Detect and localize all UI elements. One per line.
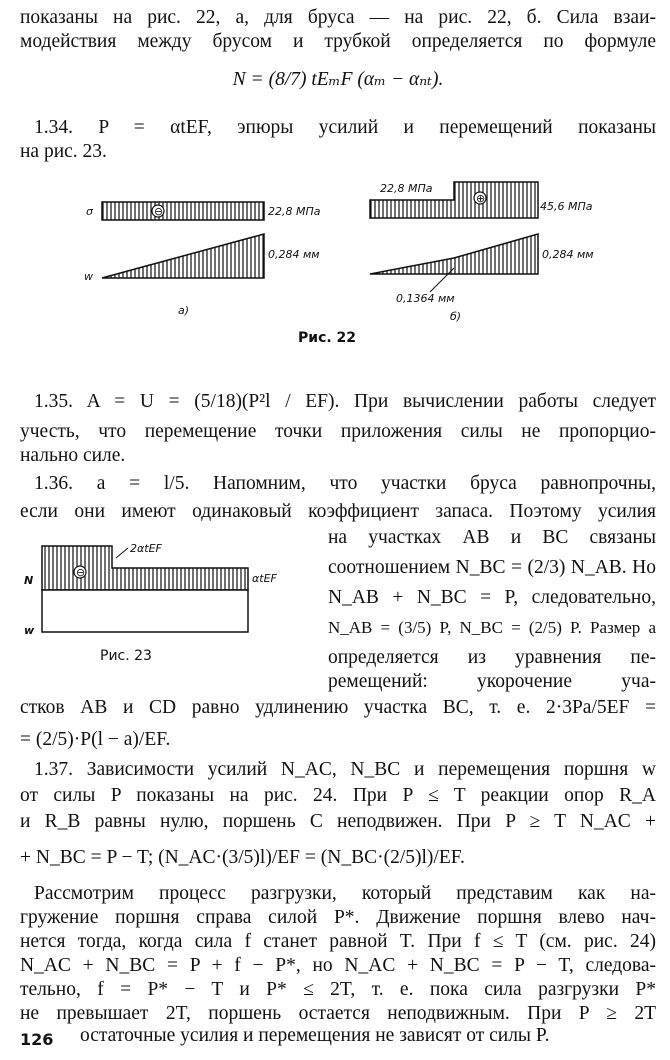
fig23-top-label: 2αtEF: [130, 542, 162, 555]
text-line-16: Рассмотрим процесс разгрузки, который представим как на-: [34, 883, 656, 904]
fig22-a-label: а): [178, 304, 190, 317]
minus-sign: ⊖: [154, 205, 164, 218]
text-line-13: от силы P показаны на рис. 24. При P ≤ T реакции опор R_A: [20, 785, 656, 806]
fig23-right-label: αtEF: [252, 572, 277, 585]
text-line-20: тельно, f = P* − T и P* ≤ 2T, т. е. пока сила разгрузки P*: [20, 979, 656, 1000]
text-line-19: N_AC + N_BC = P + f − P*, но N_AC + N_BC = P − T, следова-: [20, 955, 656, 976]
text-line-r5: определяется из уравнения пе-: [328, 647, 656, 668]
fig23-N-label: N: [24, 574, 34, 587]
text-line-1: показаны на рис. 22, а, для бруса — на рис. 22, б. Сила взаи-: [20, 7, 656, 28]
page-number: 126: [20, 1030, 54, 1049]
fig22-a-displacement-epure: [84, 234, 320, 317]
fig23-minus: ⊖: [76, 566, 86, 579]
text-line-4: на рис. 23.: [20, 141, 107, 162]
text-line-r4: N_AB = (3/5) P, N_BC = (2/5) P. Размер a: [328, 618, 656, 637]
fig22-a-stress-epure: [86, 202, 321, 220]
fig23-w-label: w: [24, 624, 35, 637]
a-stress-label: 22,8 МПа: [268, 205, 321, 218]
text-line-7: нально силе.: [20, 445, 126, 466]
text-line-22: остаточные усилия и перемещения не зависят от силы P.: [80, 1025, 550, 1046]
b-disp-mid-label: 0,1364 мм: [396, 292, 455, 305]
w-label-a: w: [84, 270, 93, 283]
b-stress-right-label: 45,6 МПа: [540, 200, 593, 213]
text-line-18: нется тогда, когда сила f станет равной T. При f ≤ T (см. рис. 24): [20, 931, 656, 952]
fig22-b-label: б): [450, 310, 462, 323]
text-line-14: и R_B равны нулю, поршень C неподвижен. При P ≥ T N_AC +: [20, 811, 656, 832]
text-line-2: модействия между брусом и трубкой определяется по формуле: [20, 31, 656, 52]
text-line-r6: ремещений: укорочение уча-: [328, 671, 656, 692]
text-line-8: 1.36. a = l/5. Напомним, что участки бруса равнопрочны,: [34, 473, 656, 494]
figure-22: [70, 168, 630, 348]
figure-23: [20, 536, 320, 646]
formula-N: N = (8/7) tEₘF (αₘ − αₙₜ).: [232, 69, 444, 90]
text-line-10: стков AB и CD равно удлинению участка BC, т. е. 2·3Pa/5EF =: [20, 697, 656, 718]
text-line-r2: соотношением N_BC = (2/3) N_AB. Но: [328, 557, 656, 578]
text-line-11: = (2/5)·P(l − a)/EF.: [20, 729, 171, 750]
text-line-r1: на участках AB и BC связаны: [328, 527, 656, 548]
text-line-3: 1.34. P = αtEF, эпюры усилий и перемещений показаны: [34, 117, 656, 138]
a-disp-label: 0,284 мм: [268, 248, 320, 261]
text-line-9: если они имеют одинаковый коэффициент запаса. Поэтому усилия: [20, 501, 656, 522]
text-line-17: гружение поршня справа силой P*. Движение поршня влево нач-: [20, 907, 656, 928]
plus-sign: ⊕: [476, 192, 486, 205]
fig22-b-stress-epure: [370, 182, 593, 218]
text-line-6: учесть, что перемещение точки приложения силы не пропорцио-: [20, 421, 656, 442]
text-line-5: 1.35. A = U = (5/18)(P²l / EF). При вычислении работы следует: [34, 391, 656, 412]
b-stress-left-label: 22,8 МПа: [380, 182, 433, 195]
figure-23-caption: Рис. 23: [100, 648, 152, 664]
fig22-b-displacement-epure: [370, 234, 594, 323]
b-disp-right-label: 0,284 мм: [542, 248, 594, 261]
text-line-21: не превышает 2T, поршень остается неподвижным. При P ≥ 2T: [20, 1003, 656, 1024]
sigma-label-a: σ: [86, 205, 93, 218]
text-line-r3: N_AB + N_BC = P, следовательно,: [328, 587, 656, 608]
text-line-12: 1.37. Зависимости усилий N_AC, N_BC и перемещения поршня w: [34, 759, 656, 780]
figure-22-caption: Рис. 22: [298, 330, 357, 346]
text-line-15: + N_BC = P − T; (N_AC·(3/5)l)/EF = (N_BC·(2/5)l)/EF.: [20, 847, 465, 868]
